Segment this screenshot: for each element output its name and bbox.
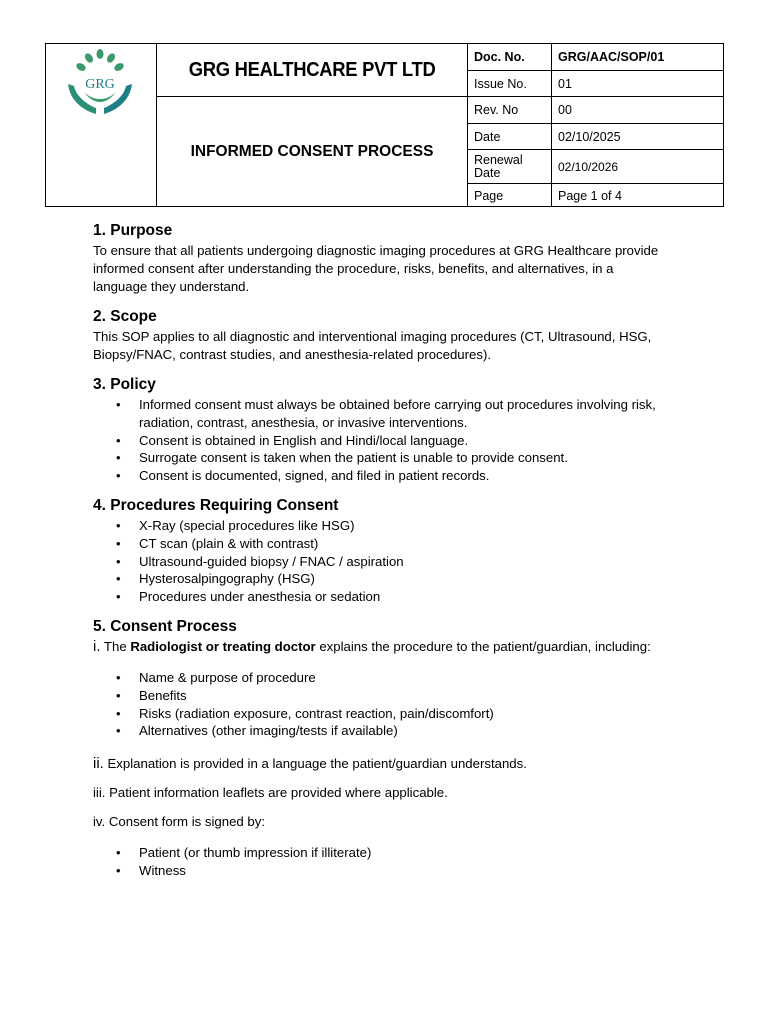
- section-procedures: [93, 497, 693, 606]
- meta-label: Renewal Date: [468, 150, 552, 183]
- bullet-list: [116, 396, 676, 485]
- list-item: • Benefits: [116, 687, 693, 705]
- section-heading: 3. Policy: [93, 376, 156, 393]
- document-title-cell: [157, 97, 468, 206]
- section-heading: 5. Consent Process: [93, 617, 237, 635]
- list-item: • Alternatives (other imaging/tests if available): [116, 722, 693, 740]
- consent-step-3: iii. Patient information leaflets are provided where applicable.: [93, 785, 448, 801]
- meta-row-issue-no: [468, 71, 724, 97]
- list-item: • Risks (radiation exposure, contrast reaction, pain/discomfort): [116, 705, 693, 723]
- meta-row-rev-no: [468, 97, 724, 124]
- list-item: • Surrogate consent is taken when the patient is unable to provide consent.: [116, 449, 676, 467]
- step-bold-text: Radiologist or treating doctor: [130, 638, 316, 654]
- document-meta: [468, 44, 724, 207]
- document-body: [93, 222, 693, 880]
- meta-value: GRG/AAC/SOP/01: [558, 50, 665, 64]
- meta-value: 02/10/2025: [558, 129, 621, 144]
- consent-step-1: [93, 638, 653, 656]
- meta-label: Doc. No.: [468, 44, 552, 70]
- step-text: explains the procedure to the patient/guardian, including:: [315, 638, 651, 654]
- step-number: ii.: [93, 755, 104, 773]
- list-item: • Witness: [116, 862, 693, 880]
- meta-label: Rev. No: [468, 97, 552, 123]
- document-title: INFORMED CONSENT PROCESS: [190, 142, 434, 160]
- meta-label: Page: [468, 184, 552, 207]
- list-item: • Ultrasound-guided biopsy / FNAC / aspiration: [116, 553, 693, 571]
- list-item: • Patient (or thumb impression if illiterate): [116, 844, 693, 862]
- document-header-table: [45, 43, 724, 207]
- meta-row-renewal-date: [468, 150, 724, 184]
- section-heading: 2. Scope: [93, 308, 157, 325]
- list-item: • X-Ray (special procedures like HSG): [116, 517, 693, 535]
- meta-value: 00: [558, 103, 572, 117]
- company-name: GRG HEALTHCARE PVT LTD: [188, 58, 436, 81]
- step-text: Explanation is provided in a language the patient/guardian understands.: [103, 756, 527, 772]
- section-consent-process: [93, 618, 693, 880]
- meta-row-date: [468, 124, 724, 150]
- list-item: • Name & purpose of procedure: [116, 669, 693, 687]
- meta-label: Date: [468, 124, 552, 149]
- list-item: • Procedures under anesthesia or sedation: [116, 588, 693, 606]
- section-purpose: [93, 222, 693, 296]
- bullet-list: [116, 517, 693, 606]
- step-text: The: [100, 638, 131, 654]
- consent-step-2: [93, 755, 693, 773]
- bullet-list: [116, 844, 693, 880]
- logo-cell: [46, 44, 157, 206]
- section-text: This SOP applies to all diagnostic and interventional imaging procedures (CT, Ultrasound, HSG, Biopsy/FNAC, contrast studies, and anesthesia-related procedures).: [93, 329, 652, 362]
- meta-row-doc-no: [468, 44, 724, 71]
- list-item: • Hysterosalpingography (HSG): [116, 570, 693, 588]
- section-policy: [93, 376, 693, 485]
- section-heading: 1. Purpose: [93, 222, 173, 239]
- meta-value: 01: [558, 76, 572, 91]
- list-item: • Informed consent must always be obtained before carrying out procedures involving risk, radiation, contrast, anesthesia, or invasive interventions.: [116, 396, 676, 432]
- logo-text: GRG: [85, 77, 115, 92]
- step-number: i.: [93, 637, 101, 655]
- list-item: • Consent is obtained in English and Hindi/local language.: [116, 432, 676, 450]
- consent-step-4: iv. Consent form is signed by:: [93, 814, 265, 830]
- section-text: To ensure that all patients undergoing diagnostic imaging procedures at GRG Healthcare provide informed consent after understanding the procedure, risks, benefits, and alternatives, in a language they understand.: [93, 243, 659, 294]
- grg-logo: [62, 48, 138, 122]
- meta-value: Page 1 of 4: [558, 188, 622, 203]
- section-heading: 4. Procedures Requiring Consent: [93, 496, 339, 514]
- list-item: • CT scan (plain & with contrast): [116, 535, 693, 553]
- meta-label: Issue No.: [468, 71, 552, 96]
- section-scope: [93, 308, 693, 364]
- company-name-cell: [157, 44, 468, 97]
- bullet-list: [116, 669, 693, 740]
- meta-value: 02/10/2026: [558, 159, 619, 174]
- meta-row-page: [468, 184, 724, 207]
- list-item: • Consent is documented, signed, and filed in patient records.: [116, 467, 676, 485]
